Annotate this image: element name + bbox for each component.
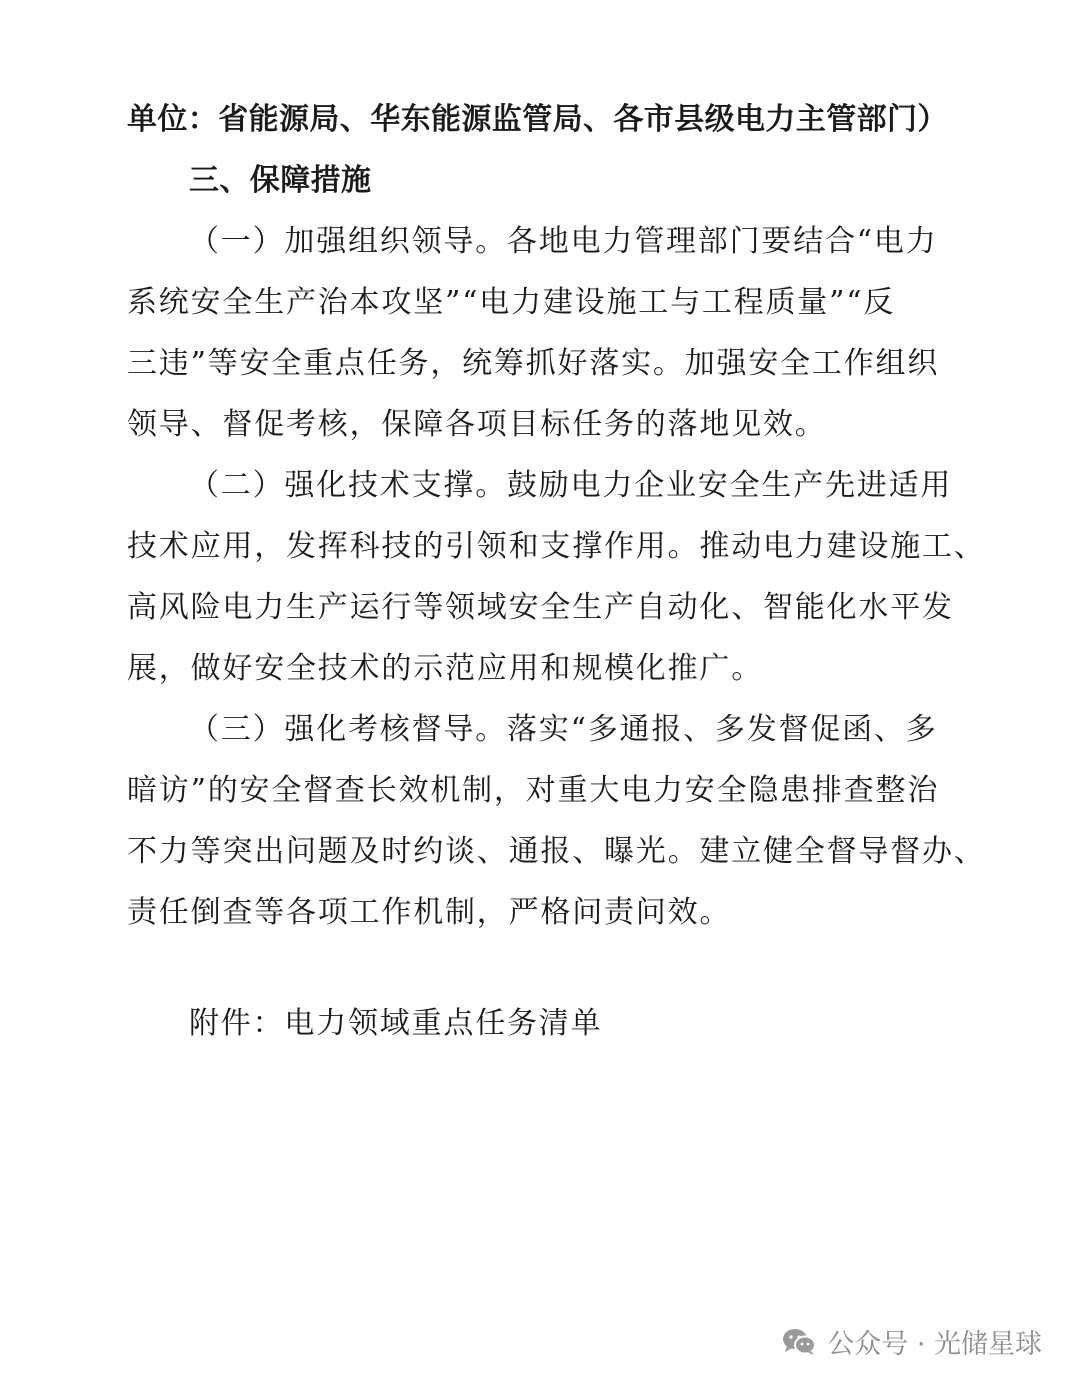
watermark-text: 公众号 · 光储星球: [827, 1329, 1042, 1360]
attachment-line: 附件：电力领域重点任务清单: [189, 1006, 603, 1041]
text-line: 单位：省能源局、华东能源监管局、各市县级电力主管部门）: [127, 102, 948, 137]
section-heading: 三、保障措施: [189, 163, 372, 198]
spacer: [127, 944, 937, 994]
text-line: 系统安全生产治本攻坚”“电力建设施工与工程质量”“反: [127, 285, 896, 320]
text-line: （三）强化考核督导。落实“多通报、多发督促函、多: [189, 712, 938, 747]
wechat-icon: [781, 1327, 817, 1357]
document-body: [127, 90, 986, 1055]
text-line: 技术应用，发挥科技的引领和支撑作用。推动电力建设施工、: [127, 529, 986, 564]
text-line: 不力等突出问题及时约谈、通报、曝光。建立健全督导督办、: [127, 834, 986, 869]
text-line: 责任倒查等各项工作机制，严格问责问效。: [127, 895, 732, 930]
watermark: [781, 1322, 1042, 1361]
text-line: （一）加强组织领导。各地电力管理部门要结合“电力: [189, 224, 938, 259]
text-line: 暗访”的安全督查长效机制，对重大电力安全隐患排查整治: [127, 773, 940, 808]
text-line: 展，做好安全技术的示范应用和规模化推广。: [127, 651, 763, 686]
text-line: 三违”等安全重点任务，统筹抓好落实。加强安全工作组织: [127, 346, 940, 381]
text-line: 高风险电力生产运行等领域安全生产自动化、智能化水平发: [127, 590, 954, 625]
text-line: （二）强化技术支撑。鼓励电力企业安全生产先进适用: [189, 468, 953, 503]
text-line: 领导、督促考核，保障各项目标任务的落地见效。: [127, 407, 827, 442]
